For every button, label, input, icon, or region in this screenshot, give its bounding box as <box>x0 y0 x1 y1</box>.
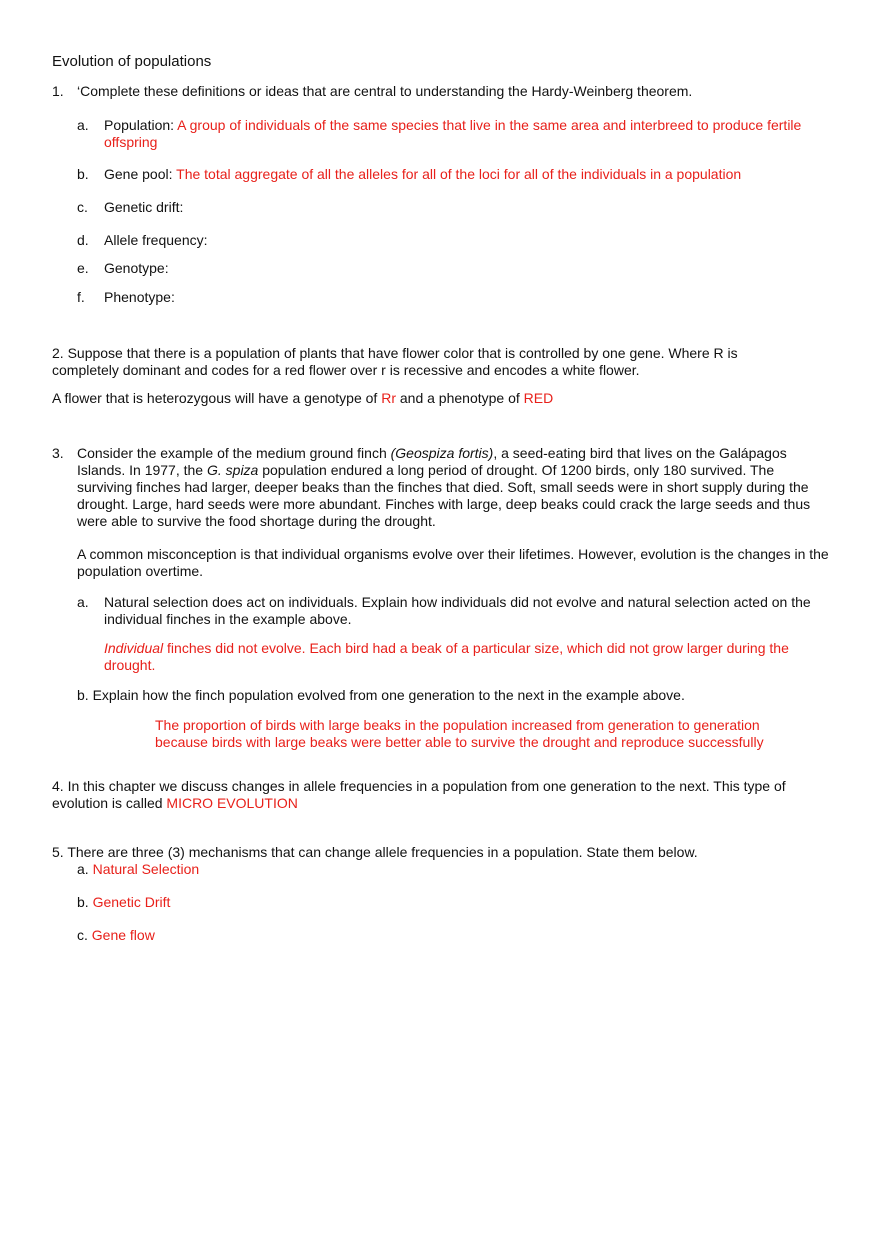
q5-a-letter: a. <box>77 861 93 877</box>
q5-item-a <box>77 861 199 878</box>
q2-prompt: 2. Suppose that there is a population of plants that have flower color that is controlled by one gene. Where R is completely dominant and codes for a red flower over r is recessive and encodes a white flower. <box>52 345 738 378</box>
q5-b-answer: Genetic Drift <box>92 894 171 910</box>
q1-c-label: Genetic drift: <box>104 199 184 215</box>
q1-b-item <box>104 166 839 183</box>
q1-prompt: ‘Complete these definitions or ideas that are central to understanding the Hardy-Weinberg theorem. <box>77 83 693 99</box>
q5-b-letter: b. <box>77 894 93 910</box>
q3-p1-text-a: Consider the example of the medium ground finch <box>77 445 391 461</box>
q3-a-answer-italic: Individual <box>104 640 164 656</box>
q1-b-label: Gene pool: <box>104 166 177 182</box>
q3-a-answer-text: finches did not evolve. Each bird had a beak of a particular size, which did not grow larger during the drought. <box>104 640 789 673</box>
q5-prompt: 5. There are three (3) mechanisms that can change allele frequencies in a population. State them below. <box>52 844 698 860</box>
q5-item-b <box>77 894 170 911</box>
q3-genus-name: G. spiza <box>206 462 259 478</box>
q1-a-label: Population: <box>104 117 178 133</box>
q2-phenotype-answer: RED <box>523 390 554 406</box>
q1-b-letter: b. <box>77 166 89 182</box>
q1-c-letter: c. <box>77 199 88 215</box>
q3-p1-text-c: population endured a long period of drought. Of 1200 birds, only 180 survived. The surviving finches had larger, deeper beaks than the finches that died. Soft, small seeds were in short supply during the drought. Large, hard seeds were more abundant. Finches with large, deep beaks could crack the large seeds and thus were able to survive the food shortage during the drought. <box>77 462 811 529</box>
q5-a-answer: Natural Selection <box>92 861 200 877</box>
q2-answer-line <box>52 390 553 407</box>
page-title: Evolution of populations <box>52 53 212 70</box>
q1-a-item <box>104 117 839 151</box>
q3-p1-text-b: , a seed-eating bird that lives on the Galápagos Islands. In 1977, the <box>77 445 787 478</box>
q5-item-c <box>77 927 155 944</box>
q1-f-label: Phenotype: <box>104 289 175 305</box>
q3-b-answer: The proportion of birds with large beaks in the population increased from generation to generation because birds with large beaks were better able to survive the drought and reproduce successfully <box>155 717 764 750</box>
q2-text-a: A flower that is heterozygous will have a genotype of <box>52 390 382 406</box>
q5-c-answer: Gene flow <box>91 927 155 943</box>
q4-prompt: 4. In this chapter we discuss changes in allele frequencies in a population from one generation to the next. This type of evolution is called <box>52 778 786 811</box>
q1-d-label: Allele frequency: <box>104 232 208 248</box>
q4-block <box>52 778 812 812</box>
q2-text-b: and a phenotype of <box>395 390 524 406</box>
q5-c-letter: c. <box>77 927 92 943</box>
q1-b-answer: The total aggregate of all the alleles for all of the loci for all of the individuals in a population <box>176 166 742 182</box>
q2-genotype-answer: Rr <box>381 390 396 406</box>
q3-a-answer <box>104 640 819 674</box>
q3-species-name: (Geospiza fortis) <box>390 445 494 461</box>
q3-b-prompt: b. Explain how the finch population evolved from one generation to the next in the example above. <box>77 687 685 703</box>
q1-d-letter: d. <box>77 232 89 248</box>
q3-number: 3. <box>52 445 64 461</box>
q4-answer: MICRO EVOLUTION <box>166 795 298 811</box>
q1-a-answer: A group of individuals of the same species that live in the same area and interbreed to produce fertile offspring <box>104 117 802 150</box>
q1-e-letter: e. <box>77 260 89 276</box>
q1-f-letter: f. <box>77 289 85 305</box>
q3-paragraph-1 <box>77 445 829 530</box>
q1-number: 1. <box>52 83 64 99</box>
q1-a-letter: a. <box>77 117 89 133</box>
q3-a-letter: a. <box>77 594 89 610</box>
q3-a-prompt: Natural selection does act on individuals. Explain how individuals did not evolve and natural selection acted on the individual finches in the example above. <box>104 594 811 627</box>
q3-paragraph-2: A common misconception is that individual organisms evolve over their lifetimes. However, evolution is the changes in the population overtime. <box>77 546 829 579</box>
q1-e-label: Genotype: <box>104 260 169 276</box>
